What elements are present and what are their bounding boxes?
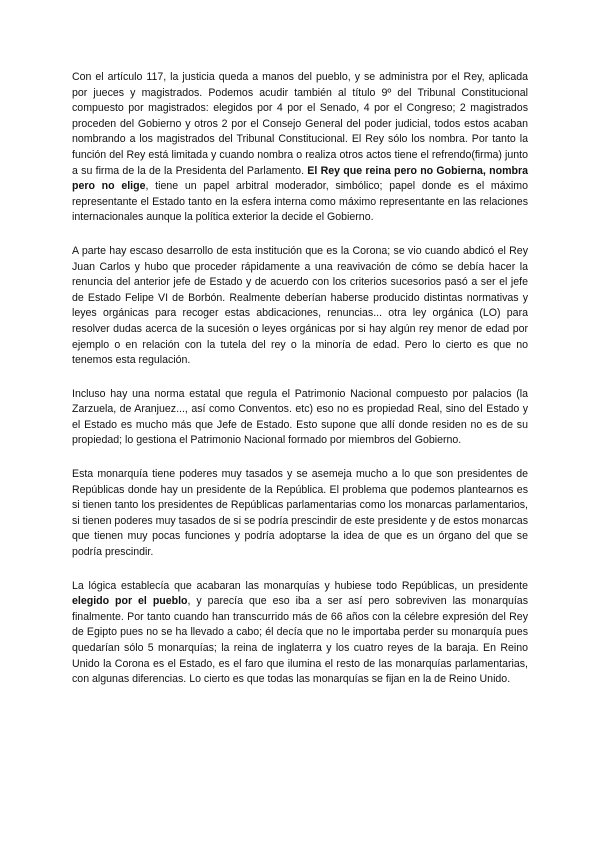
paragraph-5-text-1: La lógica establecía que acabaran las monarquías y hubiese todo Repúblicas, un presidente: [72, 579, 528, 592]
paragraph-4: [72, 467, 528, 561]
paragraph-1-text-2: , tiene un papel arbitral moderador, simbólico; papel donde es el máximo representante el Estado tanto en la esfera interna como máximo representante en las relaciones internacionales aunque la política exterior la decide el Gobierno.: [72, 180, 528, 224]
paragraph-2-text: A parte hay escaso desarrollo de esta institución que es la Corona; se vio cuando abdicó el Rey Juan Carlos y hubo que proceder rápidamente a una reavivación de cómo se debía hacer la renuncia del anterior jefe de Estado y de acuerdo con los criterios sucesorios pasó a ser el jefe de Estado Felipe VI de Borbón. Realmente deberían haberse producido distintas normativas y leyes orgánicas para recoger estas abdicaciones, renuncias... otra ley orgánica (LO) para resolver dudas acerca de la sucesión o leyes orgánicas por si hay algún rey menor de edad por ejemplo o en relación con la tutela del rey o la minoría de edad. Pero lo cierto es que no tenemos esta regulación.: [72, 244, 528, 367]
paragraph-1-text-1: Con el artículo 117, la justicia queda a manos del pueblo, y se administra por el Rey, aplicada por jueces y magistrados. Podemos acudir también al título 9º del Tribunal Constitucional compuesto por magistrados: elegidos por 4 por el Senado, 4 por el Congreso; 2 magistrados proceden del Gobierno y otros 2 por el Consejo General del poder judicial, todos estos acaban nombrando a los magistrados del Tribunal Constitucional. El Rey sólo los nombra. Por tanto la función del Rey está limitada y cuando nombra o realiza otros actos tiene el refrendo(firma) junto a su firma de la de la Presidenta del Parlamento.: [72, 71, 528, 177]
paragraph-5: [72, 579, 528, 688]
paragraph-2: [72, 244, 528, 369]
paragraph-1-bold-phrase: El Rey que reina pero no Gobierna, nombra pero no elige: [72, 164, 528, 193]
paragraph-3: [72, 387, 528, 449]
paragraph-1: [72, 70, 528, 226]
paragraph-3-text: Incluso hay una norma estatal que regula el Patrimonio Nacional compuesto por palacios (la Zarzuela, de Aranjuez..., así como Conventos. etc) eso no es propiedad Real, sino del Estado y el Estado es mucho más que Jefe de Estado. Esto supone que allí donde residen no es de su propiedad; lo gestiona el Patrimonio Nacional formado por miembros del Gobierno.: [72, 387, 528, 447]
paragraph-5-text-2: , y parecía que eso iba a ser así pero sobreviven las monarquías finalmente. Por tanto cuando han transcurrido más de 66 años con la célebre expresión del Rey de Egipto pues no se ha llevado a cabo; él decía que no le importaba perder su monarquía pues quedarían sólo 5 monarquías; la reina de inglaterra y los cuatro reyes de la baraja. En Reino Unido la Corona es el Estado, es el faro que ilumina el resto de las monarquías parlamentarias, con algunas diferencias. Lo cierto es que todas las monarquías se fijan en la de Reino Unido.: [72, 595, 528, 686]
paragraph-4-text: Esta monarquía tiene poderes muy tasados y se asemeja mucho a lo que son presidentes de Repúblicas donde hay un presidente de la República. El problema que podemos plantearnos es si tienen tanto los presidentes de Repúblicas parlamentarias como los monarcas parlamentarios, si tienen poderes muy tasados de si se podría prescindir de este presidente y de estos monarcas que tienen muy pocas funciones y podría adoptarse la idea de que es un órgano del que se podría prescindir.: [72, 468, 528, 559]
paragraph-5-bold-phrase: elegido por el pueblo: [72, 595, 188, 608]
